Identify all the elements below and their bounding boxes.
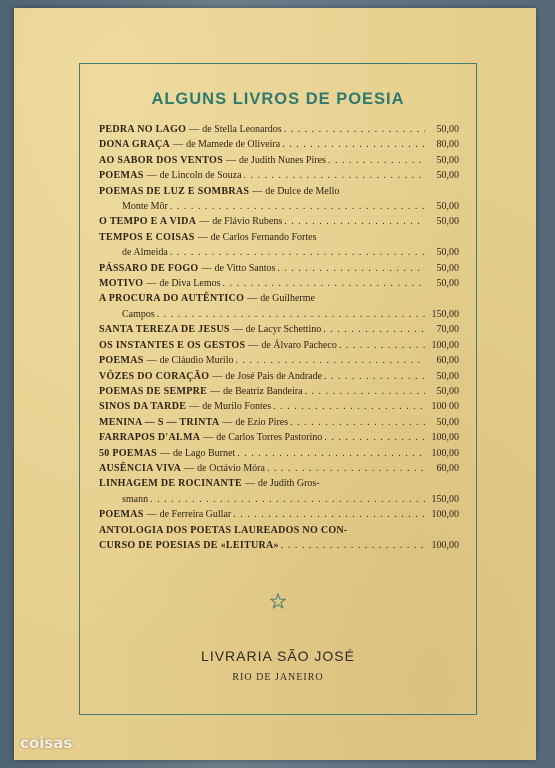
book-price: 50,00 [436, 247, 459, 259]
book-entry [99, 214, 459, 229]
book-entry [99, 415, 459, 430]
book-price: 80,00 [436, 139, 459, 151]
watermark-logo: coisas [20, 734, 73, 752]
book-entry [99, 369, 459, 384]
dot-leader [235, 446, 425, 461]
em-dash: — [212, 370, 223, 382]
book-entry-line [99, 307, 459, 322]
book-entry-line [99, 184, 459, 199]
dot-leader [288, 415, 425, 430]
book-entry [99, 153, 459, 168]
book-price: 100,00 [431, 432, 459, 444]
dot-leader [322, 430, 425, 445]
book-entry-line [99, 338, 459, 353]
book-author: de Flávio Rubens [212, 216, 283, 228]
book-author-continued: Campos [122, 308, 155, 320]
em-dash: — [248, 339, 259, 351]
em-dash: — [173, 139, 184, 151]
book-author: de Ferreira Gullar [159, 509, 232, 521]
book-entry [99, 230, 459, 261]
book-entry [99, 168, 459, 183]
em-dash: — [244, 478, 255, 490]
book-entry-line [99, 507, 459, 522]
book-entry [99, 507, 459, 522]
book-title: POEMAS [99, 355, 144, 367]
book-title: PÁSSARO DE FOGO [99, 262, 199, 274]
book-price: 150,00 [431, 493, 459, 505]
book-title-continued: CURSO DE POESIAS DE «LEITURA» [99, 539, 279, 551]
em-dash: — [210, 385, 221, 397]
book-author: de Carlos Torres Pastorino [216, 432, 323, 444]
book-entry [99, 523, 459, 554]
dot-leader [148, 492, 425, 507]
book-title: VÔZES DO CORAÇÃO [99, 370, 210, 382]
em-dash: — [203, 432, 214, 444]
book-entry-line [99, 415, 459, 430]
em-dash: — [189, 124, 200, 135]
book-title: OS INSTANTES E OS GESTOS [99, 339, 246, 351]
book-entry [99, 261, 459, 276]
em-dash: — [184, 462, 195, 474]
book-entry-line [99, 168, 459, 183]
book-author: de Diva Lemos [159, 278, 221, 290]
dot-leader [303, 384, 425, 399]
em-dash: — [247, 293, 258, 305]
star-icon [270, 593, 286, 609]
publisher-city: RIO DE JANEIRO [232, 672, 324, 683]
dot-leader [265, 461, 425, 476]
book-author-continued: de Almeida [122, 247, 168, 259]
book-entry [99, 122, 459, 137]
em-dash: — [146, 170, 157, 182]
dot-leader [231, 507, 425, 522]
book-author: de Judith Nunes Pires [238, 154, 326, 166]
book-entry [99, 353, 459, 368]
dot-leader [322, 369, 425, 384]
em-dash: — [225, 154, 236, 166]
book-title: PEDRA NO LAGO [99, 124, 187, 135]
book-entry-line [99, 245, 459, 260]
book-title: SANTA TEREZA DE JESUS [99, 324, 230, 336]
book-title: POEMAS [99, 170, 144, 182]
book-author: de Dulce de Mello [265, 185, 340, 197]
em-dash: — [146, 278, 157, 290]
dot-leader [233, 353, 425, 368]
dot-leader [280, 137, 425, 152]
em-dash: — [197, 231, 208, 243]
book-title: POEMAS [99, 509, 144, 521]
book-author-continued: Monte Môr [122, 201, 168, 213]
book-title: POEMAS DE LUZ E SOMBRAS [99, 185, 250, 197]
book-author: de Judith Gros- [257, 478, 320, 490]
book-entry-line [99, 291, 459, 306]
book-title: MENINA — S — TRINTA [99, 416, 220, 428]
book-author: de Guilherme [260, 293, 315, 305]
book-author: de Álvaro Pacheco [261, 339, 337, 351]
book-title: POEMAS DE SEMPRE [99, 385, 208, 397]
book-author: de José Pais de Andrade [225, 370, 323, 382]
book-price: 70,00 [436, 324, 459, 336]
book-author: de Lago Burnet [172, 447, 236, 459]
book-price: 100,00 [431, 509, 459, 521]
dot-leader [220, 276, 425, 291]
page-heading: ALGUNS LIVROS DE POESIA [151, 90, 405, 108]
book-author: de Mamede de Oliveira [186, 139, 281, 151]
book-title: TEMPOS E COISAS [99, 231, 195, 243]
book-entry [99, 446, 459, 461]
book-entry [99, 137, 459, 152]
dot-leader [168, 199, 425, 214]
book-title: MOTIVO [99, 278, 144, 290]
book-price: 100,00 [431, 447, 459, 459]
book-author: de Lacyr Schettino [245, 324, 322, 336]
book-price: 50,00 [436, 370, 459, 382]
dot-leader [282, 214, 425, 229]
book-title: AO SABOR DOS VENTOS [99, 154, 223, 166]
em-dash: — [222, 416, 233, 428]
book-price: 50,00 [436, 385, 459, 397]
book-author: de Octávio Móra [197, 462, 265, 474]
book-price: 50,00 [436, 170, 459, 182]
book-entry-line [99, 122, 459, 137]
book-author: de Lincoln de Souza [159, 170, 242, 182]
em-dash: — [146, 509, 157, 521]
book-entry [99, 461, 459, 476]
em-dash: — [201, 262, 212, 274]
book-price: 50,00 [436, 216, 459, 228]
book-entry-line [99, 476, 459, 491]
book-author: de Beatriz Bandeira [223, 385, 303, 397]
book-author: de Ezio Pires [235, 416, 289, 428]
book-entry [99, 384, 459, 399]
book-author: de Carlos Fernando Fortes [210, 231, 317, 243]
dot-leader [242, 168, 425, 183]
book-entry-line [99, 214, 459, 229]
book-entry-line [99, 276, 459, 291]
dot-leader [279, 538, 425, 553]
book-entry-line [99, 353, 459, 368]
book-entry-line [99, 538, 459, 553]
book-entry [99, 476, 459, 507]
book-entry-line [99, 384, 459, 399]
book-entry [99, 184, 459, 215]
dot-leader [168, 245, 425, 260]
book-title: DONA GRAÇA [99, 139, 171, 151]
em-dash: — [199, 216, 210, 228]
book-entry-line [99, 461, 459, 476]
book-entry-line [99, 199, 459, 214]
book-price: 100,00 [431, 339, 459, 351]
dot-leader [155, 307, 425, 322]
book-title: ANTOLOGIA DOS POETAS LAUREADOS NO CON- [99, 524, 348, 536]
book-entry [99, 399, 459, 414]
book-price: 50,00 [436, 278, 459, 290]
book-entry-line [99, 492, 459, 507]
book-title: A PROCURA DO AUTÊNTICO [99, 293, 245, 305]
book-title: 50 POEMAS [99, 447, 157, 459]
book-entry [99, 430, 459, 445]
book-author: de Cláudio Murilo [159, 355, 234, 367]
book-entry-line [99, 322, 459, 337]
book-title: FARRAPOS D'ALMA [99, 432, 201, 444]
dot-leader [275, 261, 425, 276]
book-title: SINOS DA TARDE [99, 401, 187, 413]
book-entry-line [99, 523, 459, 538]
book-entry [99, 338, 459, 353]
book-price: 50,00 [436, 416, 459, 428]
book-price: 50,00 [436, 201, 459, 213]
publisher-name: LIVRARIA SÃO JOSÉ [201, 648, 355, 664]
book-price: 50,00 [436, 262, 459, 274]
book-price: 50,00 [436, 154, 459, 166]
book-price: 60,00 [436, 355, 459, 367]
book-entry-line [99, 369, 459, 384]
dot-leader [321, 322, 425, 337]
book-price: 60,00 [436, 462, 459, 474]
book-entry-line [99, 430, 459, 445]
book-entry [99, 322, 459, 337]
em-dash: — [189, 401, 200, 413]
dot-leader [282, 122, 425, 137]
book-entry-line [99, 153, 459, 168]
book-author: de Vitto Santos [214, 262, 276, 274]
book-entry-line [99, 230, 459, 245]
dot-leader [337, 338, 425, 353]
dot-leader [326, 153, 425, 168]
book-entry [99, 291, 459, 322]
book-price: 100 00 [431, 401, 459, 413]
book-title: AUSÊNCIA VIVA [99, 462, 182, 474]
book-price: 50,00 [436, 124, 459, 135]
book-title: O TEMPO E A VIDA [99, 216, 197, 228]
book-price: 100,00 [431, 539, 459, 551]
dot-leader [271, 399, 425, 414]
book-title: LINHAGEM DE ROCINANTE [99, 478, 242, 490]
book-author-continued: smann [122, 493, 149, 505]
em-dash: — [146, 355, 157, 367]
em-dash: — [252, 185, 263, 197]
book-author: de Stella Leonardos [202, 124, 282, 135]
em-dash: — [232, 324, 243, 336]
em-dash: — [159, 447, 170, 459]
book-entry [99, 276, 459, 291]
book-entry-line [99, 137, 459, 152]
book-list [99, 122, 459, 553]
book-author: de Murilo Fontes [202, 401, 272, 413]
book-entry-line [99, 446, 459, 461]
book-price: 150,00 [431, 308, 459, 320]
book-entry-line [99, 261, 459, 276]
book-entry-line [99, 399, 459, 414]
